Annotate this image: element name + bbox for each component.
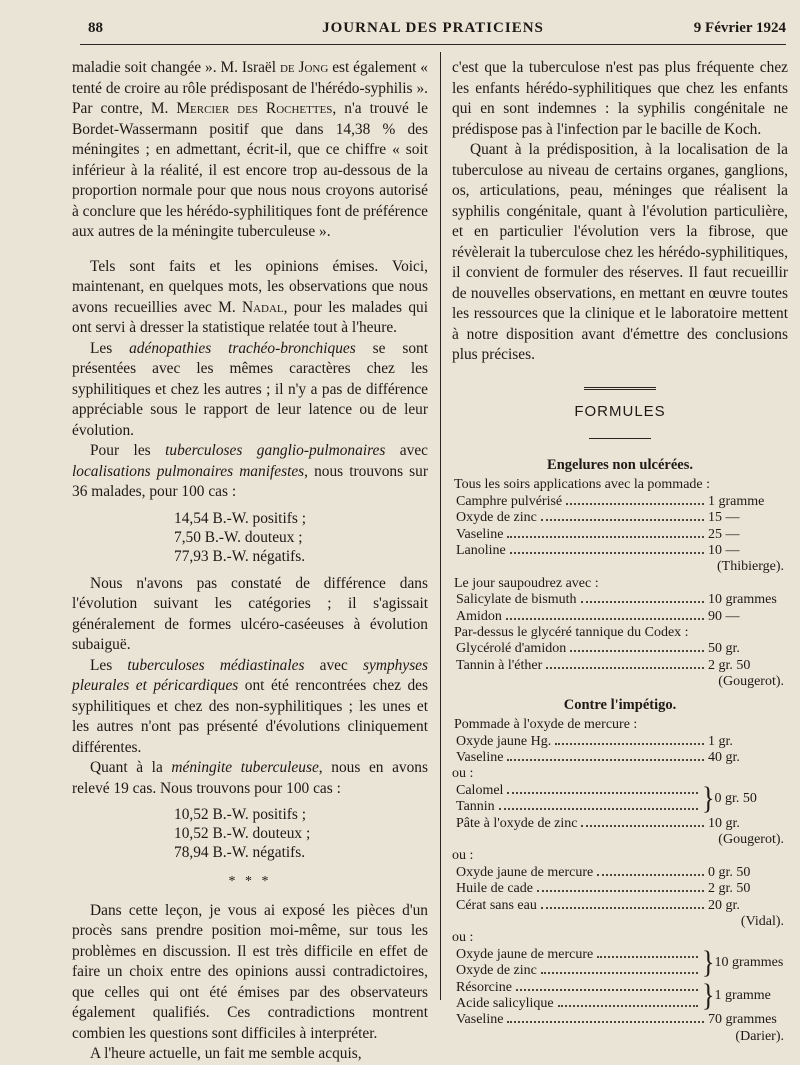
text-run: Nous n'avons pas constaté de différence dans l'évolution suivant les catégories ; il s'agissait généralement de formes ulcéro-caséeuses à évolution subaiguë. [72, 574, 428, 653]
header-rule [80, 44, 786, 45]
dot-leader [516, 989, 698, 991]
formula-intro: Le jour saupoudrez avec : [454, 575, 599, 591]
formula-author: (Gougerot). [718, 674, 784, 690]
text-run: localisations pulmonaires manifestes [72, 462, 305, 480]
text-run: ont été rencontrées chez des syphilitiques et chez des non-syphilitiques ; les unes et les autres n'ont pas présenté d'évolutions cliniquement différentes. [72, 677, 428, 756]
journal-title: JOURNAL DES PRATICIENS [322, 20, 544, 36]
paragraph [72, 574, 428, 656]
ingredient-quantity: 20 gr. [708, 897, 740, 913]
ingredient-name: Camphre pulvérisé [456, 493, 563, 509]
formula-subtitle: Contre l'impétigo. [563, 696, 677, 713]
text-run: de Jong [279, 59, 329, 76]
ingredient-name: Glycérolé d'amidon [456, 641, 567, 657]
text-run: , nous en avons relevé 19 cas. Nous trouvons pour 100 cas : [72, 759, 428, 797]
ingredient-row [452, 592, 788, 608]
dot-leader [541, 519, 704, 521]
ingredient-name: Lanoline [456, 543, 506, 559]
paragraph [72, 339, 428, 442]
dot-leader [570, 650, 704, 652]
dot-leader [566, 503, 704, 505]
ingredient-row [452, 898, 788, 914]
stat-line: 10,52 B.-W. douteux ; [174, 825, 311, 842]
text-run: Dans cette leçon, je vous ai exposé les pièces d'un procès sans prendre position moi-même, sur tous les problèmes en discussion. Il est très difficile en effet de faire un choix entre des opinions aussi contradictoires, que celles qui ont été émises par des observateurs également qualifiés. Ces contradictions montrent combien les questions sont difficiles à interpréter. [72, 901, 428, 1042]
column-divider [440, 52, 441, 1000]
text-run: Tels sont faits et les opinions émises. Voici, maintenant, en quelques mots, les observations que nous avons recueillies avec M. [72, 257, 428, 316]
formula-author: (Darier). [735, 1028, 784, 1044]
ingredient-group [452, 783, 788, 816]
text-run: , n'a trouvé le Bordet-Wassermann positif que dans 14,38 % des méningites ; en admettant, écrit-il, que ce chiffre « soit inférieur à la réalité, il est encore trop au-dessous de la proportion normale pour que nous nous croyons autorisé à conclure que les hérédo-syphilitiques font de préférence aux autres de la méningite tuberculeuse ». [72, 100, 428, 240]
text-run: maladie soit changée ». M. Israël [72, 59, 280, 76]
ingredient-quantity: 0 gr. 50 [708, 864, 751, 880]
text-run: se sont présentées avec les mêmes caractères chez les syphilitiques et chez les autres ; il n'y a pas de différence appréciable sous le rapport de leur latence ou de leur évolution. [72, 339, 428, 439]
ingredient-quantity: 1 gramme [714, 987, 771, 1003]
ingredient-quantity: 40 gr. [708, 749, 740, 765]
right-column [452, 58, 788, 1045]
text-run: Pour les [90, 442, 166, 459]
ingredient-quantity: 10 — [708, 543, 740, 559]
formula-author: (Vidal). [740, 913, 784, 929]
text-run: Nadal [241, 298, 284, 316]
ingredient-row [452, 865, 788, 881]
alternative-marker: ou : [452, 766, 474, 782]
ingredient-quantity: 10 grammes [714, 954, 784, 970]
ingredient-quantity: 2 gr. 50 [708, 881, 751, 897]
ingredient-list [452, 865, 788, 914]
ingredient-row [452, 750, 788, 766]
formula-author: (Thibierge). [717, 559, 784, 575]
ingredient-quantity: 70 grammes [708, 1012, 777, 1028]
dot-leader [558, 1005, 698, 1007]
formula-subtitle: Engelures non ulcérées. [547, 457, 693, 473]
paragraph [72, 257, 428, 339]
dot-leader [506, 618, 704, 620]
paragraph [72, 441, 428, 503]
ingredient-name: Tannin [456, 799, 495, 815]
stat-line: 78,94 B.-W. négatifs. [174, 844, 306, 861]
ingredient-name: Oxyde de zinc [456, 963, 537, 979]
stat-line: 7,50 B.-W. douteux ; [174, 528, 303, 546]
ingredient-quantity: 1 gramme [708, 493, 765, 509]
ingredient-name: Huile de cade [456, 881, 533, 897]
ingredient-row [452, 963, 702, 979]
ingredient-name: Amidon [456, 608, 502, 624]
dot-leader [510, 552, 704, 554]
ingredient-quantity: 90 — [708, 608, 740, 624]
ingredient-quantity: 10 gr. [708, 815, 740, 831]
stat-line: 14,54 B.-W. positifs ; [174, 509, 306, 527]
dot-leader [597, 874, 704, 876]
stat-line: 77,93 B.-W. négatifs. [174, 547, 306, 565]
formula-section-engelures [452, 457, 788, 691]
ingredient-quantity: 2 gr. 50 [708, 657, 751, 673]
alternative-marker: ou : [452, 930, 474, 946]
ingredient-name: Oxyde jaune de mercure [456, 864, 594, 880]
statistics-block [174, 509, 428, 566]
ingredient-quantity: 50 gr. [708, 641, 740, 657]
ingredient-row [452, 1012, 788, 1028]
ingredient-row [452, 641, 788, 657]
page-number: 88 [88, 20, 103, 36]
ingredient-name: Oxyde jaune de mercure [456, 946, 594, 962]
ingredient-row [452, 494, 788, 510]
dot-leader [537, 890, 704, 892]
dot-leader [555, 743, 704, 745]
dot-leader [541, 907, 704, 909]
paragraph [72, 1044, 428, 1065]
paragraph [452, 140, 788, 366]
ingredient-name: Cérat sans eau [456, 897, 537, 913]
dot-leader [507, 536, 704, 538]
formula-intro: Tous les soirs applications avec la pommade : [454, 477, 711, 493]
heading-underline [452, 425, 788, 446]
issue-date: 9 Février 1924 [693, 20, 786, 36]
paragraph [72, 901, 428, 1045]
formules-heading: FORMULES [574, 403, 666, 420]
ingredient-group [452, 947, 788, 980]
formula-author: (Gougerot). [718, 831, 784, 847]
text-run: symphyses pleurales et péricardiques [72, 656, 428, 694]
ingredient-quantity: 15 — [708, 510, 740, 526]
text-run: Les [90, 656, 128, 674]
paragraph [72, 58, 428, 243]
brace: } [702, 781, 715, 816]
text-run: c'est que la tuberculose n'est pas plus fréquente chez les enfants hérédo-syphilitiques que chez les enfants qui en sont indemnes : la syphilis congénitale ne prédispose pas à l'infection par le bacille de Koch. [452, 59, 788, 138]
text-run: méningite tuberculeuse [171, 759, 319, 776]
brace: } [702, 978, 715, 1013]
ingredient-name: Vaseline [456, 526, 504, 542]
text-run: , nous trouvons sur 36 malades, pour 100 cas : [72, 462, 428, 500]
ingredient-name: Résorcine [456, 979, 512, 995]
ingredient-list [452, 641, 788, 674]
page-header [80, 20, 786, 46]
ingredient-row [452, 783, 702, 799]
ingredient-row [452, 609, 788, 625]
dot-leader [546, 667, 704, 669]
ingredient-name: Tannin à l'éther [456, 657, 543, 673]
paragraph [452, 58, 788, 140]
paragraph [72, 758, 428, 799]
ingredient-row [452, 881, 788, 897]
dot-leader [507, 759, 704, 761]
text-run: tuberculoses ganglio-pulmonaires [165, 442, 386, 459]
text-run: Quant à la prédisposition, à la localisation de la tuberculose au niveau de certains organes, ganglions, os, articulations, peau, méninges que réalisent la syphilis congénitale, quant à l'évolution particulière, et en particulier l'évolution vers la fibrose, que révèlerait la tuberculose chez les hérédo-syphilitiques, il convient de formuler des réserves. Il faut recueillir de nouvelles observations, en mettant en œuvre toutes les ressources que la clinique et le laboratoire mettent à notre disposition avant d'émettre des conclusions plus précises. [452, 141, 788, 363]
text-run: avec [304, 656, 364, 674]
ingredient-row [452, 527, 788, 543]
ingredient-quantity: 10 grammes [708, 592, 777, 608]
ingredient-row [452, 947, 702, 963]
dot-leader [597, 956, 698, 958]
ingredient-name: Oxyde jaune Hg. [456, 733, 552, 749]
ingredient-quantity: 0 gr. 50 [714, 790, 757, 806]
statistics-block [174, 805, 428, 862]
text-run: est également « tenté de croire au rôle prédisposant de l'hérédo-syphilis ». Par contre, M. [72, 59, 428, 117]
ingredient-quantity: 1 gr. [708, 733, 733, 749]
formula-intro: Pommade à l'oxyde de mercure : [454, 717, 638, 733]
ingredient-row [452, 510, 788, 526]
text-run: Les [90, 339, 130, 357]
ingredient-name: Vaseline [456, 1012, 504, 1028]
text-run: adénopathies trachéo-bronchiques [129, 339, 356, 357]
ornamental-rule [452, 376, 788, 397]
paragraph [72, 656, 428, 759]
ingredient-row [452, 543, 788, 559]
text-run: A l'heure actuelle, un fait me semble acquis, [90, 1045, 362, 1062]
ingredient-row [452, 799, 702, 815]
ingredient-list [452, 734, 788, 767]
alternative-marker: ou : [452, 848, 474, 864]
text-run: avec [385, 442, 428, 459]
stat-line: 10,52 B.-W. positifs ; [174, 806, 306, 823]
dot-leader [507, 792, 698, 794]
ingredient-name: Oxyde de zinc [456, 510, 537, 526]
ingredient-name: Pâte à l'oxyde de zinc [456, 815, 578, 831]
dot-leader [541, 972, 698, 974]
text-run: , pour les malades qui ont servi à dresser la statistique relatée tout à l'heure. [72, 298, 428, 336]
ingredient-list [452, 592, 788, 625]
ingredient-list [452, 494, 788, 560]
dot-leader [507, 1021, 704, 1023]
ingredient-name: Acide salicylique [456, 996, 554, 1011]
formula-section-impetigo [452, 697, 788, 1046]
ingredient-row [452, 734, 788, 750]
ingredient-row [452, 816, 788, 832]
ingredient-quantity: 25 — [708, 526, 740, 542]
brace: } [702, 945, 715, 980]
formula-intro: Par-dessus le glycéré tannique du Codex : [454, 625, 689, 641]
section-asterism: * * * [228, 874, 272, 889]
text-run: Mercier des Rochettes [176, 100, 333, 117]
ingredient-name: Salicylate de bismuth [456, 592, 577, 608]
text-run: Quant à la [90, 759, 172, 776]
ingredient-row [452, 658, 788, 674]
left-column [72, 58, 428, 1065]
dot-leader [581, 825, 704, 827]
dot-leader [581, 601, 704, 603]
ingredient-row [452, 980, 702, 996]
ingredient-name: Calomel [456, 782, 504, 798]
text-run: tuberculoses médiastinales [127, 656, 305, 674]
dot-leader [499, 808, 698, 810]
ingredient-name: Vaseline [456, 749, 504, 765]
ingredient-row [452, 996, 702, 1012]
ingredient-group [452, 980, 788, 1013]
